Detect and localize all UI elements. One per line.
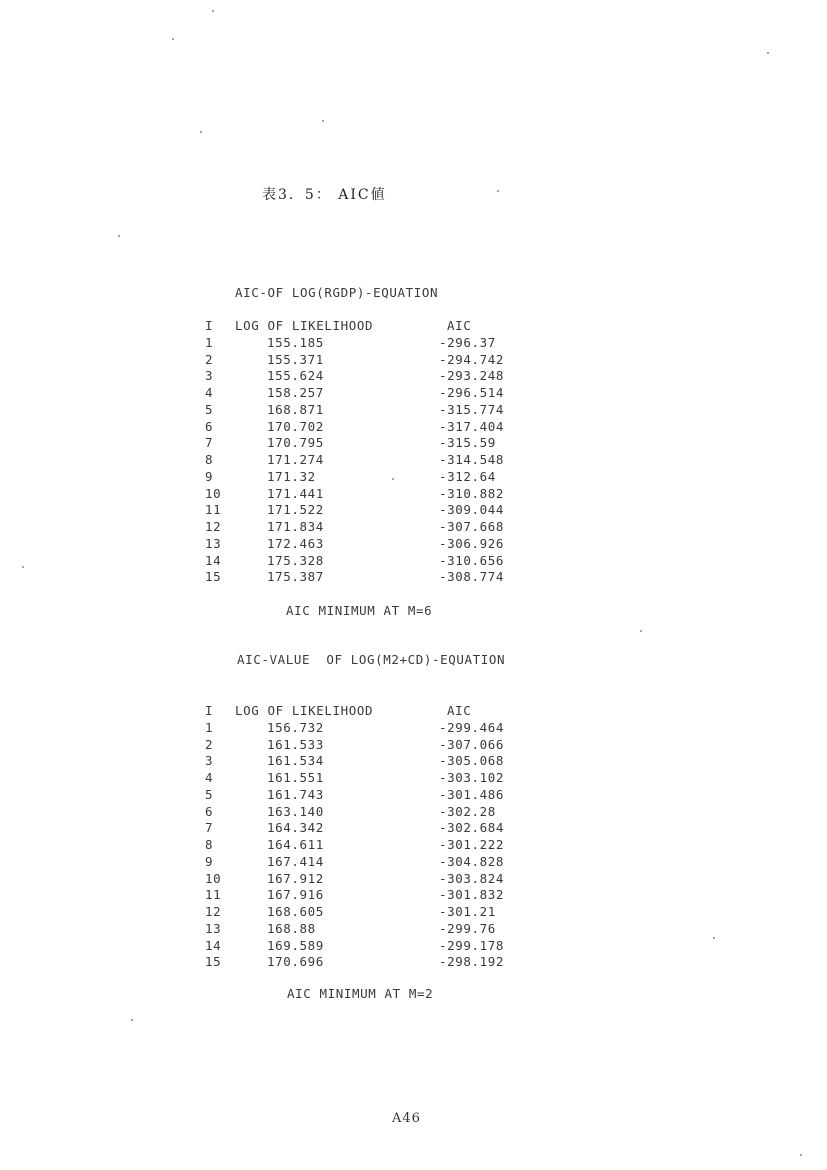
aic-cell: -296.514 [439,385,505,400]
aic-cell: -317.404 [439,418,505,434]
row-index: 6 [205,418,214,434]
table1-summary: AIC MINIMUM AT M=6 [286,603,433,618]
table2-row [205,937,505,955]
aic-cell: -299.464 [439,719,505,735]
log-likelihood-cell: 161.534 [267,753,324,769]
log-likelihood-cell: 155.185 [267,334,324,350]
scan-speck [767,52,769,54]
table1-heading: AIC-OF LOG(RGDP)-EQUATION [235,285,439,300]
aic-cell: -310.656 [439,552,505,568]
row-index: 6 [205,803,214,819]
table2-row [205,753,505,770]
page-number: A46 [392,1111,421,1126]
table1-header-row [205,318,472,335]
scan-speck [713,937,715,939]
aic-cell: -308.774 [439,569,505,585]
log-likelihood-cell: 168.871 [267,401,324,417]
table1-row [205,334,496,352]
table2-summary: AIC MINIMUM AT M=2 [287,986,434,1001]
page-title: 表3．5： AIC値 [262,187,387,203]
table2-header-row [205,703,472,720]
scan-speck [392,478,394,480]
log-likelihood-cell: 171.522 [267,502,324,518]
row-index: 7 [205,820,214,836]
row-index: 8 [205,452,214,467]
table2-col-i: I [205,703,214,718]
row-index: 2 [205,351,214,367]
log-likelihood-cell: 171.32 [267,468,316,484]
table2-col-likelihood: LOG OF LIKELIHOOD [235,703,374,718]
table2-col-aic: AIC [447,703,472,718]
aic-cell: -293.248 [439,368,505,384]
table1-row [205,401,505,419]
row-index: 12 [205,904,222,919]
table2-row [205,920,496,938]
row-index: 4 [205,385,214,400]
row-index: 10 [205,870,222,886]
scan-speck [200,131,202,133]
scan-speck [172,38,174,40]
row-index: 11 [205,502,222,518]
row-index: 3 [205,753,214,769]
aic-cell: -303.824 [439,870,505,886]
aic-cell: -309.044 [439,502,505,518]
log-likelihood-cell: 170.696 [267,954,324,970]
table1-row [205,519,505,536]
aic-cell: -298.192 [439,954,505,970]
aic-cell: -312.64 [439,468,496,484]
row-index: 13 [205,920,222,936]
aic-cell: -301.222 [439,837,505,852]
table1-row [205,535,505,553]
log-likelihood-cell: 167.414 [267,853,324,869]
table2 [205,703,505,971]
row-index: 1 [205,719,214,735]
row-index: 4 [205,770,214,785]
table1-col-likelihood: LOG OF LIKELIHOOD [235,318,374,333]
table1-row [205,552,505,570]
log-likelihood-cell: 155.371 [267,351,324,367]
log-likelihood-cell: 175.328 [267,552,324,568]
log-likelihood-cell: 163.140 [267,803,324,819]
table1-row [205,385,505,402]
log-likelihood-cell: 171.274 [267,452,324,467]
log-likelihood-cell: 156.732 [267,719,324,735]
row-index: 9 [205,853,214,869]
row-index: 10 [205,485,222,501]
row-index: 5 [205,401,214,417]
table1-col-i: I [205,318,214,333]
log-likelihood-cell: 158.257 [267,385,324,400]
aic-cell: -303.102 [439,770,505,785]
aic-cell: -302.28 [439,803,496,819]
row-index: 2 [205,736,214,752]
row-index: 14 [205,552,222,568]
scan-speck [22,566,24,568]
log-likelihood-cell: 167.916 [267,887,324,903]
scan-speck [800,1154,802,1156]
aic-cell: -301.21 [439,904,496,919]
row-index: 13 [205,535,222,551]
table2-row [205,954,505,971]
table2-row [205,803,496,821]
scan-speck [212,10,214,12]
table1-row [205,435,496,452]
aic-cell: -305.068 [439,753,505,769]
table1-rows [205,334,505,586]
aic-cell: -306.926 [439,535,505,551]
log-likelihood-cell: 171.441 [267,485,324,501]
log-likelihood-cell: 161.551 [267,770,324,785]
aic-cell: -296.37 [439,334,496,350]
log-likelihood-cell: 161.533 [267,736,324,752]
scan-speck [131,1019,133,1021]
log-likelihood-cell: 170.795 [267,435,324,451]
row-index: 8 [205,837,214,852]
table1-row [205,368,505,385]
log-likelihood-cell: 168.88 [267,920,316,936]
table1-row [205,569,505,586]
table1 [205,318,505,586]
log-likelihood-cell: 170.702 [267,418,324,434]
aic-cell: -307.066 [439,736,505,752]
log-likelihood-cell: 171.834 [267,519,324,534]
aic-cell: -310.882 [439,485,505,501]
row-index: 15 [205,954,222,970]
aic-cell: -314.548 [439,452,505,467]
table2-row [205,736,505,754]
aic-cell: -304.828 [439,853,505,869]
aic-cell: -315.774 [439,401,505,417]
table2-heading: AIC-VALUE OF LOG(M2+CD)-EQUATION [237,652,506,667]
log-likelihood-cell: 161.743 [267,786,324,802]
table2-rows [205,719,505,971]
row-index: 3 [205,368,214,384]
row-index: 5 [205,786,214,802]
table2-row [205,837,505,854]
log-likelihood-cell: 172.463 [267,535,324,551]
aic-cell: -307.668 [439,519,505,534]
aic-cell: -302.684 [439,820,505,836]
log-likelihood-cell: 169.589 [267,937,324,953]
table1-row [205,502,505,519]
table2-row [205,853,505,871]
row-index: 14 [205,937,222,953]
table2-row [205,770,505,787]
aic-cell: -301.486 [439,786,505,802]
table1-row [205,452,505,469]
log-likelihood-cell: 168.605 [267,904,324,919]
row-index: 15 [205,569,222,585]
log-likelihood-cell: 155.624 [267,368,324,384]
aic-cell: -301.832 [439,887,505,903]
table1-row [205,468,496,486]
scan-speck [497,190,499,192]
row-index: 12 [205,519,222,534]
log-likelihood-cell: 175.387 [267,569,324,585]
row-index: 11 [205,887,222,903]
table1-row [205,485,505,503]
table1-col-aic: AIC [447,318,472,333]
scan-speck [322,120,324,122]
table1-row [205,418,505,436]
aic-cell: -315.59 [439,435,496,451]
table1-row [205,351,505,369]
table2-row [205,887,505,904]
aic-cell: -294.742 [439,351,505,367]
aic-cell: -299.76 [439,920,496,936]
table2-row [205,786,505,804]
table2-row [205,719,505,737]
row-index: 9 [205,468,214,484]
log-likelihood-cell: 164.611 [267,837,324,852]
scan-speck [118,235,120,237]
log-likelihood-cell: 164.342 [267,820,324,836]
row-index: 1 [205,334,214,350]
scan-speck [640,630,642,632]
table2-row [205,904,496,921]
table2-row [205,870,505,888]
log-likelihood-cell: 167.912 [267,870,324,886]
table2-row [205,820,505,837]
row-index: 7 [205,435,214,451]
aic-cell: -299.178 [439,937,505,953]
